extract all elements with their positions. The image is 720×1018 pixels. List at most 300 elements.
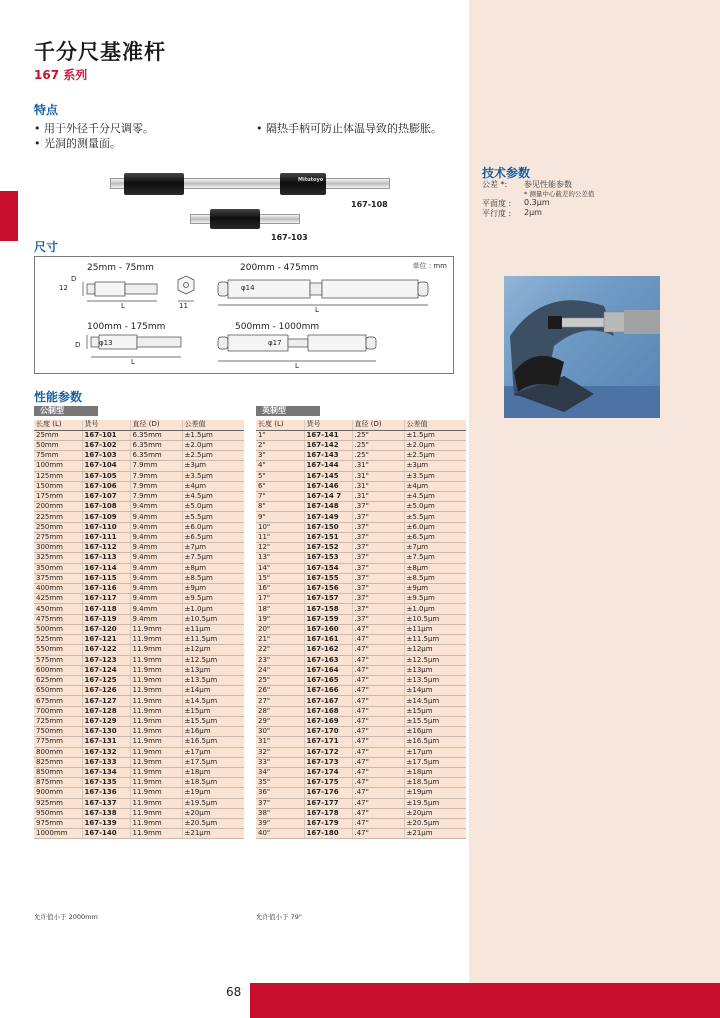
table-cell: 11.9mm [130, 645, 182, 655]
table-cell: .47" [352, 798, 404, 808]
table-row [256, 573, 466, 583]
table-cell: 167-168 [304, 706, 352, 716]
table-cell: ±12μm [182, 645, 244, 655]
table-cell: .47" [352, 829, 404, 839]
table-cell: 125mm [34, 471, 82, 481]
table-cell: 8" [256, 502, 304, 512]
table-cell: .25" [352, 451, 404, 461]
table-cell: ±10.5μm [182, 614, 244, 624]
table-cell: 40" [256, 829, 304, 839]
table-cell: ±5.0μm [404, 502, 466, 512]
table-row [34, 727, 244, 737]
table-cell: 35" [256, 778, 304, 788]
table-row [34, 757, 244, 767]
table-cell: 167-117 [82, 594, 130, 604]
table-cell: .37" [352, 563, 404, 573]
table-cell: ±7μm [404, 543, 466, 553]
table-cell: 950mm [34, 808, 82, 818]
table-cell: 850mm [34, 767, 82, 777]
table-cell: ±19.5μm [404, 798, 466, 808]
table-cell: ±10.5μm [404, 614, 466, 624]
table-cell: ±9.5μm [182, 594, 244, 604]
table-cell: 167-153 [304, 553, 352, 563]
table-cell: 825mm [34, 757, 82, 767]
table-row [34, 522, 244, 532]
table-cell: 167-151 [304, 532, 352, 542]
table-cell: ±4μm [182, 481, 244, 491]
table-cell: 750mm [34, 727, 82, 737]
table-cell: 167-126 [82, 686, 130, 696]
table-cell: 675mm [34, 696, 82, 706]
table-cell: ±18μm [182, 767, 244, 777]
table-row [256, 696, 466, 706]
feature-item: • 用于外径千分尺调零。 [34, 122, 154, 135]
table-cell: 167-118 [82, 604, 130, 614]
table-cell: 31" [256, 737, 304, 747]
table-row [34, 553, 244, 563]
table-cell: 32" [256, 747, 304, 757]
column-header: 直径 (D) [130, 420, 182, 430]
table-cell: 167-180 [304, 829, 352, 839]
table-cell: ±2.0μm [404, 440, 466, 450]
table-cell: 24" [256, 665, 304, 675]
table-cell: 375mm [34, 573, 82, 583]
table-cell: 25mm [34, 430, 82, 440]
table-header-row [256, 420, 466, 430]
table-row [256, 645, 466, 655]
table-cell: ±13μm [404, 665, 466, 675]
table-row [256, 686, 466, 696]
spec-value: 参见性能参数 [524, 180, 572, 189]
table-cell: ±13.5μm [182, 675, 244, 685]
table-cell: 167-132 [82, 747, 130, 757]
product-label: 167-108 [351, 200, 388, 209]
table-row [256, 798, 466, 808]
table-cell: ±3μm [404, 461, 466, 471]
table-cell: 167-158 [304, 604, 352, 614]
table-row [34, 696, 244, 706]
table-cell: .47" [352, 819, 404, 829]
table-row [256, 808, 466, 818]
table-cell: 36" [256, 788, 304, 798]
table-cell: 167-175 [304, 778, 352, 788]
table-cell: 167-163 [304, 655, 352, 665]
inch-tag: 英制型 [256, 406, 320, 416]
table-cell: 9.4mm [130, 594, 182, 604]
dimension-drawings [34, 256, 454, 374]
range-label: 500mm - 1000mm [235, 322, 320, 332]
table-cell: 11.9mm [130, 675, 182, 685]
table-cell: 167-159 [304, 614, 352, 624]
column-header: 货号 [82, 420, 130, 430]
table-cell: 1000mm [34, 829, 82, 839]
table-cell: 6.35mm [130, 451, 182, 461]
table-cell: ±15μm [182, 706, 244, 716]
table-cell: 10" [256, 522, 304, 532]
table-row [34, 798, 244, 808]
table-cell: 475mm [34, 614, 82, 624]
table-cell: .47" [352, 635, 404, 645]
column-header: 长度 (L) [256, 420, 304, 430]
table-cell: .37" [352, 543, 404, 553]
table-cell: .37" [352, 522, 404, 532]
table-cell: 167-140 [82, 829, 130, 839]
table-cell: 11.9mm [130, 706, 182, 716]
table-row [34, 635, 244, 645]
table-cell: 18" [256, 604, 304, 614]
table-cell: 167-156 [304, 584, 352, 594]
table-cell: .47" [352, 645, 404, 655]
table-cell: 350mm [34, 563, 82, 573]
table-row [34, 573, 244, 583]
table-cell: 167-155 [304, 573, 352, 583]
table-cell: 29" [256, 716, 304, 726]
table-cell: .37" [352, 573, 404, 583]
table-row [256, 492, 466, 502]
table-cell: 167-122 [82, 645, 130, 655]
table-row [34, 543, 244, 553]
table-cell: 925mm [34, 798, 82, 808]
table-cell: 11.9mm [130, 655, 182, 665]
table-row [256, 471, 466, 481]
table-cell: 37" [256, 798, 304, 808]
table-cell: 167-146 [304, 481, 352, 491]
table-row [256, 675, 466, 685]
table-cell: ±18.5μm [404, 778, 466, 788]
table-cell: 9.4mm [130, 584, 182, 594]
spec-key: 公差 *: [482, 180, 508, 189]
table-cell: ±6.0μm [182, 522, 244, 532]
table-cell: 167-141 [304, 430, 352, 440]
table-cell: ±11μm [182, 624, 244, 634]
table-cell: 167-134 [82, 767, 130, 777]
table-row [256, 451, 466, 461]
table-cell: 975mm [34, 819, 82, 829]
table-cell: 6.35mm [130, 430, 182, 440]
table-cell: 20" [256, 624, 304, 634]
table-cell: ±13μm [182, 665, 244, 675]
table-row [256, 706, 466, 716]
table-row [256, 767, 466, 777]
dimension-diagram [35, 257, 455, 375]
table-cell: 167-105 [82, 471, 130, 481]
table-cell: 23" [256, 655, 304, 665]
table-cell: ±4.5μm [404, 492, 466, 502]
table-row [34, 778, 244, 788]
table-cell: 7.9mm [130, 481, 182, 491]
table-cell: 167-106 [82, 481, 130, 491]
table-cell: 17" [256, 594, 304, 604]
table-cell: ±1.0μm [182, 604, 244, 614]
table-cell: 525mm [34, 635, 82, 645]
table-row [34, 614, 244, 624]
table-cell: 167-171 [304, 737, 352, 747]
table-cell: 11.9mm [130, 788, 182, 798]
table-cell: 167-131 [82, 737, 130, 747]
table-row [256, 594, 466, 604]
table-cell: 167-135 [82, 778, 130, 788]
table-row [34, 706, 244, 716]
table-cell: 100mm [34, 461, 82, 471]
table-cell: .47" [352, 767, 404, 777]
table-cell: 200mm [34, 502, 82, 512]
table-cell: 167-121 [82, 635, 130, 645]
table-cell: 167-142 [304, 440, 352, 450]
table-cell: 39" [256, 819, 304, 829]
table-cell: 21" [256, 635, 304, 645]
table-row [256, 553, 466, 563]
table-row [256, 624, 466, 634]
table-cell: ±16.5μm [182, 737, 244, 747]
table-cell: 400mm [34, 584, 82, 594]
table-cell: 11.9mm [130, 798, 182, 808]
table-cell: 9.4mm [130, 543, 182, 553]
table-cell: 11.9mm [130, 757, 182, 767]
table-cell: ±15.5μm [182, 716, 244, 726]
table-cell: 167-113 [82, 553, 130, 563]
table-cell: 22" [256, 645, 304, 655]
table-cell: 11.9mm [130, 767, 182, 777]
table-cell: 167-137 [82, 798, 130, 808]
table-cell: 11.9mm [130, 778, 182, 788]
table-cell: ±16.5μm [404, 737, 466, 747]
range-label: 200mm - 475mm [240, 263, 319, 273]
table-cell: 725mm [34, 716, 82, 726]
table-row [34, 594, 244, 604]
table-cell: 167-129 [82, 716, 130, 726]
section-tab-marker [0, 191, 18, 241]
table-cell: 167-177 [304, 798, 352, 808]
table-row [256, 829, 466, 839]
table-cell: ±17.5μm [182, 757, 244, 767]
table-cell: .47" [352, 737, 404, 747]
table-cell: ±13.5μm [404, 675, 466, 685]
table-row [34, 655, 244, 665]
table-cell: 550mm [34, 645, 82, 655]
table-row [256, 737, 466, 747]
table-cell: 7.9mm [130, 471, 182, 481]
table-cell: ±14.5μm [182, 696, 244, 706]
table-cell: ±19μm [182, 788, 244, 798]
table-row [34, 767, 244, 777]
table-row [256, 522, 466, 532]
table-cell: 167-167 [304, 696, 352, 706]
table-row [34, 686, 244, 696]
table-row [34, 461, 244, 471]
table-cell: ±20μm [404, 808, 466, 818]
table-cell: ±11.5μm [404, 635, 466, 645]
table-cell: 325mm [34, 553, 82, 563]
table-cell: 167-111 [82, 532, 130, 542]
table-cell: 7.9mm [130, 492, 182, 502]
table-cell: 167-125 [82, 675, 130, 685]
table-row [34, 624, 244, 634]
table-row [34, 747, 244, 757]
table-cell: .31" [352, 461, 404, 471]
column-header: 公差值 [404, 420, 466, 430]
table-cell: ±7.5μm [404, 553, 466, 563]
table-cell: ±4.5μm [182, 492, 244, 502]
table-cell: 1" [256, 430, 304, 440]
table-row [256, 716, 466, 726]
table-cell: ±8μm [404, 563, 466, 573]
table-cell: 9.4mm [130, 522, 182, 532]
table-cell: 167-104 [82, 461, 130, 471]
table-cell: 167-144 [304, 461, 352, 471]
table-row [256, 481, 466, 491]
table-cell: .47" [352, 675, 404, 685]
spec-value: * 测量中心截差的公差值 [524, 190, 595, 198]
table-cell: 9.4mm [130, 553, 182, 563]
table-cell: 600mm [34, 665, 82, 675]
table-cell: .25" [352, 430, 404, 440]
table-cell: 250mm [34, 522, 82, 532]
table-cell: ±6.0μm [404, 522, 466, 532]
column-header: 公差值 [182, 420, 244, 430]
table-cell: ±18μm [404, 767, 466, 777]
table-cell: .37" [352, 532, 404, 542]
table-cell: 900mm [34, 788, 82, 798]
table-cell: 800mm [34, 747, 82, 757]
table-row [34, 481, 244, 491]
micrometer-photo [504, 276, 660, 418]
table-cell: ±17μm [182, 747, 244, 757]
table-row [34, 532, 244, 542]
table-cell: 575mm [34, 655, 82, 665]
table-cell: 167-139 [82, 819, 130, 829]
table-cell: 167-138 [82, 808, 130, 818]
table-cell: ±9μm [404, 584, 466, 594]
table-row [34, 492, 244, 502]
table-cell: ±8μm [182, 563, 244, 573]
table-cell: 11.9mm [130, 696, 182, 706]
table-cell: 9" [256, 512, 304, 522]
table-cell: 700mm [34, 706, 82, 716]
table-row [34, 716, 244, 726]
specs-heading: 技术参数 [482, 166, 531, 180]
table-row [256, 502, 466, 512]
table-cell: ±2.5μm [404, 451, 466, 461]
table-cell: .47" [352, 808, 404, 818]
table-cell: 33" [256, 757, 304, 767]
table-cell: ±19.5μm [182, 798, 244, 808]
table-cell: ±21μm [404, 829, 466, 839]
table-cell: 167-128 [82, 706, 130, 716]
table-cell: 9.4mm [130, 573, 182, 583]
table-row [34, 440, 244, 450]
table-row [256, 543, 466, 553]
table-cell: 9.4mm [130, 512, 182, 522]
table-cell: .47" [352, 757, 404, 767]
spec-value: 0.3μm [524, 198, 550, 207]
diameter-label: φ17 [268, 339, 282, 347]
inch-note: 允许值小于 79" [256, 913, 302, 921]
table-cell: ±9.5μm [404, 594, 466, 604]
table-cell: ±5.5μm [182, 512, 244, 522]
table-cell: ±6.5μm [404, 532, 466, 542]
table-cell: ±12.5μm [404, 655, 466, 665]
table-cell: .47" [352, 788, 404, 798]
spec-key: 平面度 : [482, 199, 512, 208]
table-cell: 11.9mm [130, 716, 182, 726]
table-cell: 167-120 [82, 624, 130, 634]
product-image-large-rod: Mitutoyo [110, 171, 390, 197]
width-label: 11 [179, 302, 188, 310]
table-row [256, 819, 466, 829]
table-row [256, 635, 466, 645]
unit-label: 单位 : mm [412, 262, 447, 270]
product-image-small-rod [190, 208, 300, 230]
table-cell: 167-169 [304, 716, 352, 726]
table-cell: ±5.0μm [182, 502, 244, 512]
table-cell: .47" [352, 706, 404, 716]
table-cell: ±3.5μm [182, 471, 244, 481]
table-row [34, 808, 244, 818]
performance-heading: 性能参数 [34, 390, 83, 404]
table-cell: 11.9mm [130, 747, 182, 757]
metric-table-block [34, 406, 244, 839]
table-row [256, 604, 466, 614]
table-cell: 167-154 [304, 563, 352, 573]
table-row [256, 727, 466, 737]
table-cell: 6.35mm [130, 440, 182, 450]
table-cell: 27" [256, 696, 304, 706]
table-cell: 15" [256, 573, 304, 583]
table-cell: ±12.5μm [182, 655, 244, 665]
table-cell: 167-133 [82, 757, 130, 767]
table-cell: ±2.0μm [182, 440, 244, 450]
table-cell: 38" [256, 808, 304, 818]
table-cell: 875mm [34, 778, 82, 788]
table-cell: 500mm [34, 624, 82, 634]
table-cell: 167-119 [82, 614, 130, 624]
table-cell: 12" [256, 543, 304, 553]
table-cell: 167-115 [82, 573, 130, 583]
table-cell: 167-145 [304, 471, 352, 481]
table-cell: 167-102 [82, 440, 130, 450]
table-row [256, 788, 466, 798]
table-cell: 775mm [34, 737, 82, 747]
table-cell: .47" [352, 716, 404, 726]
table-cell: 167-179 [304, 819, 352, 829]
table-cell: ±8.5μm [182, 573, 244, 583]
table-cell: 450mm [34, 604, 82, 614]
table-row [34, 737, 244, 747]
table-cell: 167-110 [82, 522, 130, 532]
table-cell: ±16μm [182, 727, 244, 737]
length-mark: L [131, 358, 135, 366]
table-row [34, 829, 244, 839]
table-cell: 167-116 [82, 584, 130, 594]
table-cell: 9.4mm [130, 532, 182, 542]
table-cell: 167-130 [82, 727, 130, 737]
table-row [34, 645, 244, 655]
table-row [34, 563, 244, 573]
table-cell: ±17.5μm [404, 757, 466, 767]
table-row [34, 675, 244, 685]
table-cell: 9.4mm [130, 563, 182, 573]
table-cell: 167-108 [82, 502, 130, 512]
table-cell: ±7.5μm [182, 553, 244, 563]
table-header-row [34, 420, 244, 430]
table-cell: ±14μm [182, 686, 244, 696]
table-cell: ±18.5μm [182, 778, 244, 788]
table-cell: 11.9mm [130, 819, 182, 829]
table-cell: 425mm [34, 594, 82, 604]
table-cell: ±14.5μm [404, 696, 466, 706]
table-cell: ±11.5μm [182, 635, 244, 645]
table-cell: 14" [256, 563, 304, 573]
